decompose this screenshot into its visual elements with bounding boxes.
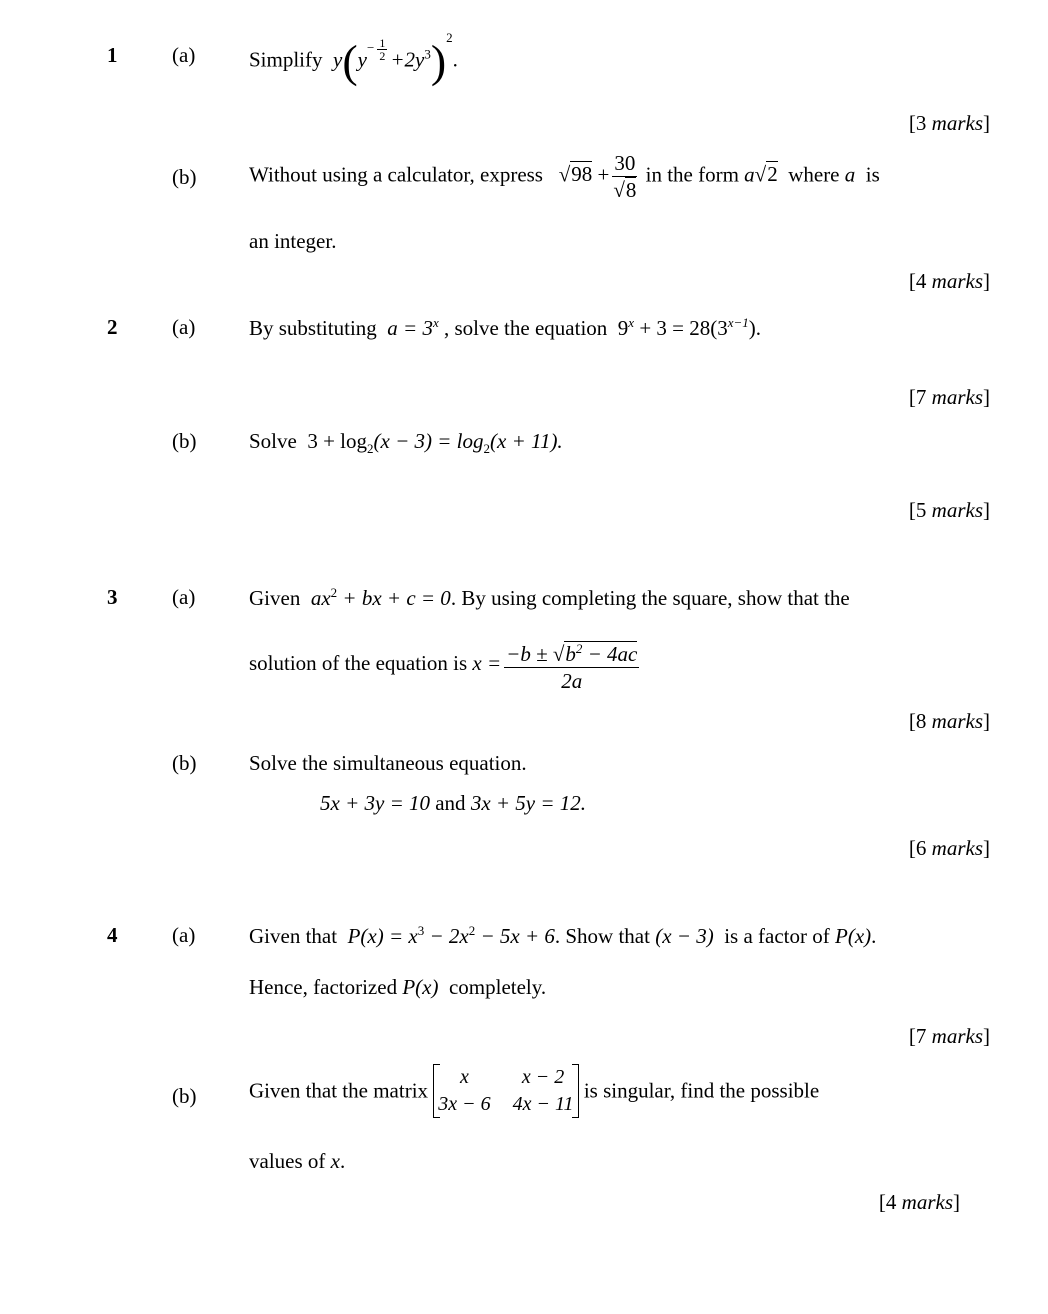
question-number: 1 [107,43,118,67]
part-label: (a) [172,585,196,609]
part-label: (b) [172,429,197,453]
question-text-cont: an integer. [249,229,337,253]
equations: 5x + 3y = 10 and 3x + 5y = 12. [320,791,587,815]
marks-label: [5 marks] [908,498,990,522]
marks-label: [4 marks] [908,269,990,293]
question-text: Given $ax^2$ + bx + c = 0. By using completing the square, show that the [249,585,850,610]
marks-label: [8 marks] [908,709,990,733]
question-text: Without using a calculator, express √98 + $\frac{30}{√8}$ in the form a√2 where a is [249,151,880,202]
matrix: x x − 2 3x − 6 4x − 11 [433,1064,578,1118]
part-label: (b) [172,751,197,775]
question-text: Given that the matrix x x − 2 3x − 6 4x − 11 is singular, find the possible [249,1064,819,1118]
marks-label: [4 marks] [878,1190,960,1214]
marks-label: [6 marks] [908,836,990,860]
marks-label: [7 marks] [908,385,990,409]
question-text-cont: values of x. [249,1149,346,1173]
marks-label: [7 marks] [908,1024,990,1048]
question-text: Given that $P(x) = x^3 - 2x^2 - 5x + 6$. Show that (x − 3) is a factor of P(x). [249,923,877,948]
question-number: 3 [107,585,118,609]
part-label: (b) [172,165,197,189]
question-text: Solve the simultaneous equation. [249,751,527,775]
question-number: 2 [107,315,118,339]
question-text: By substituting $a = 3^x$ , solve the equation $9^x + 3 = 28(3^{x-1})$. [249,315,762,340]
marks-label: [3 marks] [908,111,990,135]
part-label: (a) [172,315,196,339]
part-label: (a) [172,923,196,947]
part-label: (b) [172,1084,197,1108]
part-label: (a) [172,43,196,67]
question-text: Simplify $y(y^{- \frac{1}{2}}$ $+2y^3)^2$. [249,30,458,87]
question-text: Solve $3 + \log_2(x - 3) = \log_2(x + 11)$. [249,429,563,457]
question-text-cont: Hence, factorized P(x) completely. [249,975,547,999]
question-number: 4 [107,923,118,947]
question-text-cont: solution of the equation is x = $\frac{-b \pm √b^2 - 4ac}{2a}$ [249,636,642,694]
